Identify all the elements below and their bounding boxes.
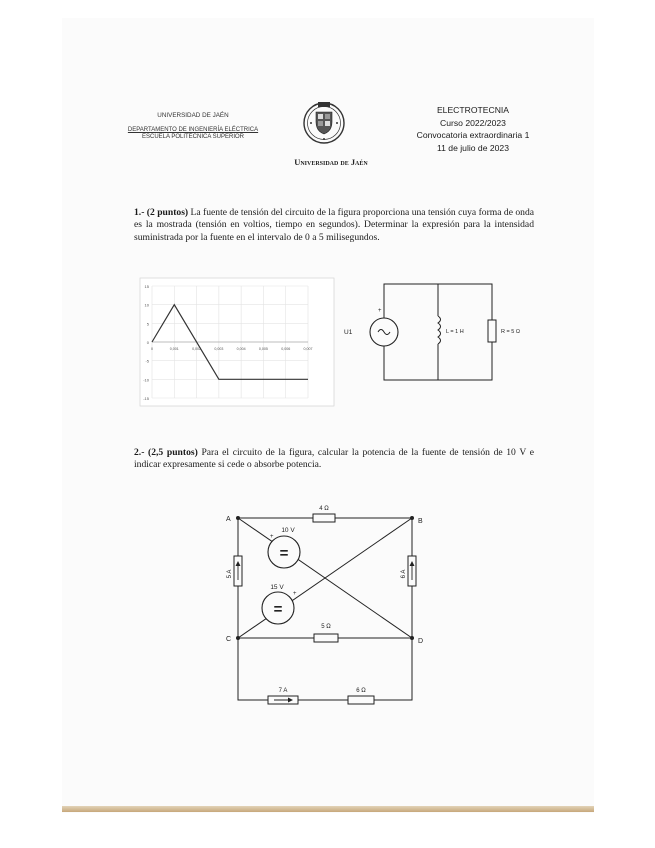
header-left [118, 112, 268, 141]
chart-xtick-label: 0,005 [258, 347, 268, 351]
resistor-label: R = 5 Ω [501, 329, 520, 335]
chart-xtick-label: 0 [151, 347, 153, 351]
chart-ytick-label: -10 [143, 377, 149, 383]
chart-xtick-label: 0,007 [303, 347, 313, 351]
subject-label: ELECTROTECNIA [436, 105, 510, 115]
school-label: ESCUELA POLITÉCNICA SUPERIOR [141, 134, 245, 140]
current-source-6a-label: 6 A [401, 569, 407, 579]
chart-xtick-label: 0,003 [214, 347, 224, 351]
question-1-text: La fuente de tensión del circuito de la figura proporciona una tensión cuya forma de onda es la mostrada (tensión en voltios, tiempo en segundos). Determinar la expresión para la intensidad suministrada por la fuente en el intervalo de 0 a 5 milisegundos. [134, 207, 535, 243]
current-source-5a-label: 5 A [227, 569, 233, 579]
chart-xtick-label: 0,004 [236, 347, 246, 351]
source-15v-label: 15 V [270, 584, 284, 591]
university-seal-icon [302, 99, 346, 151]
current-source-7a-label: 7 A [278, 688, 288, 694]
chart-ytick-label: -15 [143, 396, 149, 401]
header-right [398, 104, 548, 154]
resistor-r [488, 320, 496, 342]
chart-ytick-label: 15 [144, 284, 149, 289]
resistor-6-ohm [348, 696, 374, 704]
question-2-text: Para el circuito de la figura, calcular la potencia de la fuente de tensión de 10 V e indicar expresamente si cede o absorbe potencia. [134, 447, 534, 471]
node-d-label: D [418, 638, 424, 645]
chart-xtick-label: 0,001 [169, 347, 179, 351]
university-label: UNIVERSIDAD DE JAÉN [157, 112, 229, 119]
chart-ytick-label: 5 [146, 321, 149, 327]
source-10v-symbol: = [279, 545, 289, 562]
source-10v-label: 10 V [281, 527, 295, 534]
resistor-4-ohm-label: 4 Ω [319, 506, 329, 512]
node-a-label: A [226, 516, 231, 523]
resistor-5-ohm-label: 5 Ω [321, 624, 331, 630]
source-plus-sign: + [378, 308, 382, 314]
course-label: Curso 2022/2023 [440, 117, 506, 128]
chart-xtick-label: 0,002 [192, 347, 202, 351]
question-1 [134, 207, 534, 244]
date-label: 11 de julio de 2023 [437, 142, 509, 153]
chart-ytick-label: -5 [145, 358, 149, 364]
node-c-label: C [226, 636, 232, 643]
resistor-5-ohm [314, 634, 338, 642]
circuit-2-diagram [222, 500, 432, 710]
page-bottom-edge [62, 806, 594, 812]
source-15v-plus: + [293, 591, 297, 597]
call-label: Convocatoria extraordinaria 1 [416, 130, 530, 140]
question-1-number: 1.- (2 puntos) [134, 207, 189, 218]
question-2-number: 2.- (2,5 puntos) [134, 447, 198, 458]
chart-xtick-label: 0,006 [281, 347, 291, 351]
chart-ytick-label: 10 [144, 302, 149, 308]
inductor-label: L = 1 H [446, 329, 464, 335]
voltage-waveform-chart [140, 278, 334, 406]
university-logo-text: Universidad de Jaén [294, 158, 368, 167]
circuit-1-diagram [340, 278, 520, 388]
source-u1-label: U1 [344, 329, 353, 336]
source-10v-plus: + [270, 534, 274, 540]
chart-ytick-label: 0 [146, 340, 149, 345]
resistor-6-ohm-label: 6 Ω [356, 688, 366, 694]
resistor-4-ohm [313, 514, 335, 522]
question-2 [134, 447, 534, 472]
department-label: DEPARTAMENTO DE INGENIERÍA ELÉCTRICA [127, 127, 259, 133]
source-15v-symbol: = [273, 601, 283, 618]
node-b-label: B [418, 518, 423, 525]
